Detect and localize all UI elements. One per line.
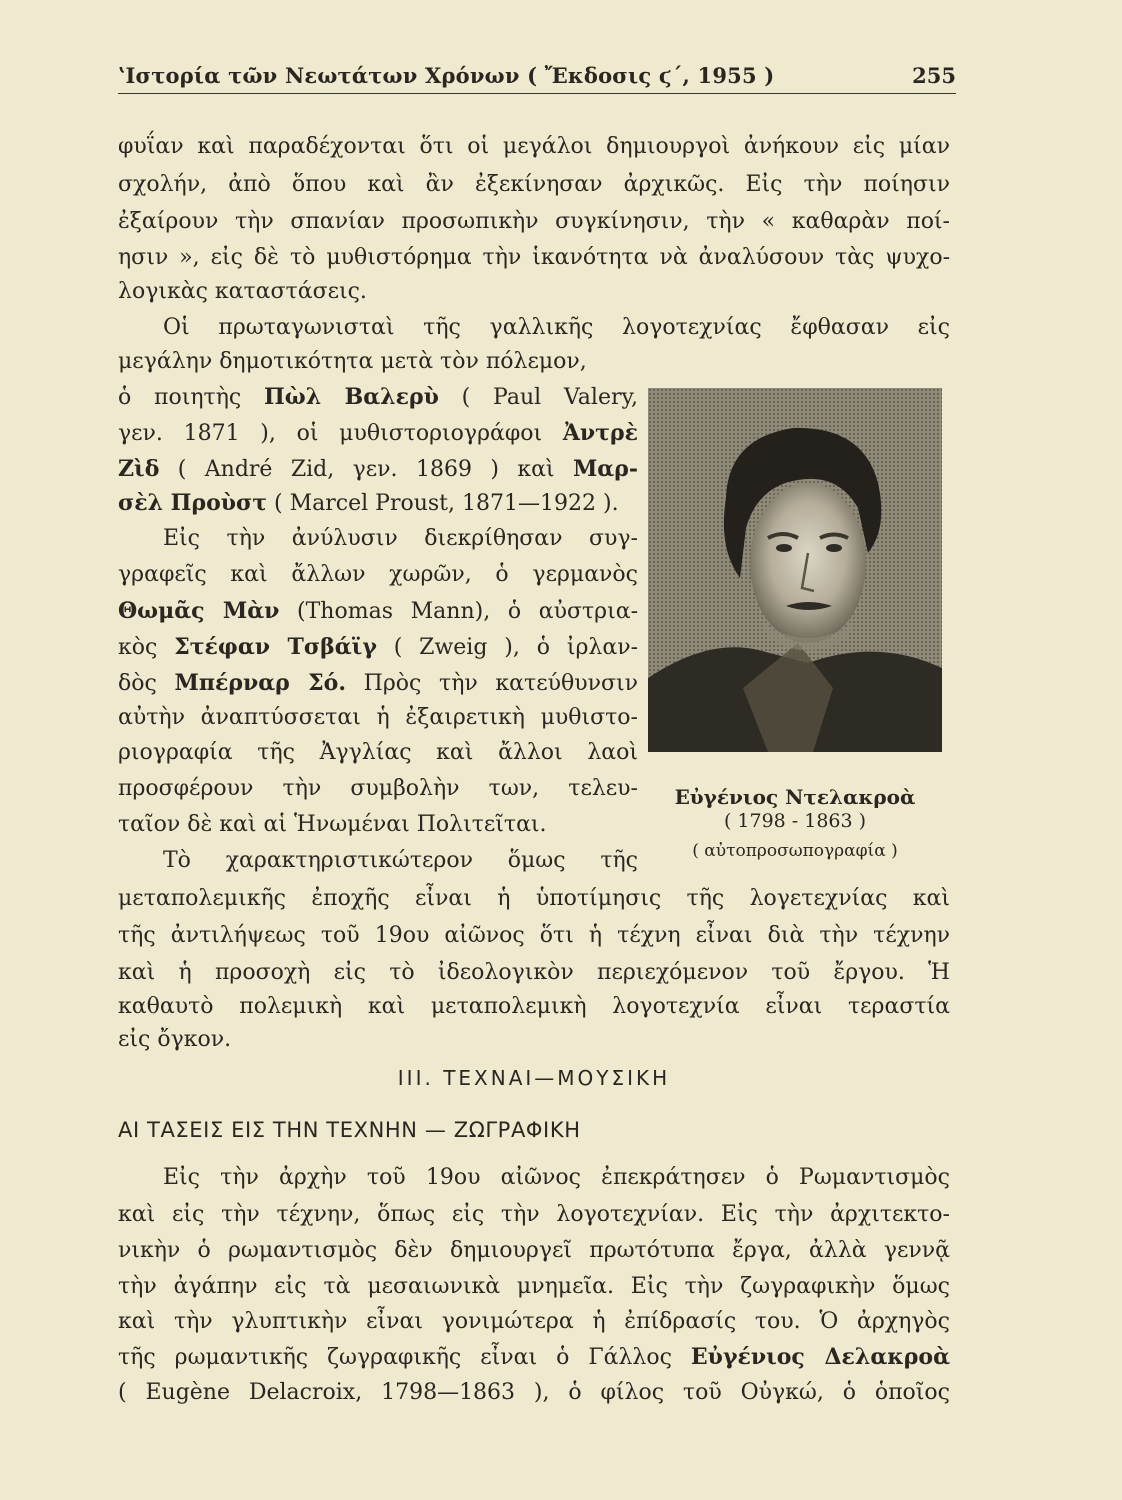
- text-line: καὶ ἡ προσοχὴ εἰς τὸ ἰδεολογικὸν περιεχόμενον τοῦ ἔργου. Ἡ: [118, 960, 950, 985]
- text-line: τῆς ρωμαντικῆς ζωγραφικῆς εἶναι ὁ Γάλλος Εὐγένιος Δελακροὰ: [118, 1344, 951, 1370]
- text-line: ριογραφία τῆς Ἀγγλίας καὶ ἄλλοι λαοὶ: [118, 740, 638, 765]
- text-line: προσφέρουν τὴν συμβολὴν των, τελευ-: [118, 776, 638, 801]
- text-line: γραφεῖς καὶ ἄλλων χωρῶν, ὁ γερμανὸς: [118, 562, 638, 587]
- text-line: Ζὶδ ( André Zid, γεν. 1869 ) καὶ Μαρ-: [118, 456, 638, 482]
- text-line: Εἰς τὴν ἀρχὴν τοῦ 19ου αἰῶνος ἐπεκράτησεν ὁ Ρωμαντισμὸς: [163, 1165, 950, 1190]
- figure-caption-dates: ( 1798 - 1863 ): [723, 810, 867, 832]
- text-line: καθαυτὸ πολεμικὴ καὶ μεταπολεμικὴ λογοτεχνία εἶναι τεραστία: [118, 994, 950, 1019]
- text-line: δὸς Μπέρναρ Σό. Πρὸς τὴν κατεύθυνσιν: [118, 670, 638, 696]
- text-line: γεν. 1871 ), οἱ μυθιστοριογράφοι Ἀντρὲ: [118, 420, 638, 446]
- text-line: ὁ ποιητὴς Πὼλ Βαλερὺ ( Paul Valery,: [118, 384, 638, 410]
- text-line: ταῖον δὲ καὶ αἱ Ἡνωμέναι Πολιτεῖται.: [118, 812, 547, 837]
- text-line: τὴν ἀγάπην εἰς τὰ μεσαιωνικὰ μνημεῖα. Εἰς τὴν ζωγραφικὴν ὅμως: [118, 1274, 950, 1299]
- name-zid: Ζὶδ: [118, 456, 160, 482]
- name-zid: Ἀντρὲ: [562, 420, 638, 446]
- name-shaw: Μπέρναρ Σό.: [174, 670, 346, 696]
- text-line: καὶ τὴν γλυπτικὴν εἶναι γονιμώτερα ἡ ἐπίδρασίς του. Ὁ ἀρχηγὸς: [118, 1309, 950, 1334]
- name-mann: Θωμᾶς Μὰν: [118, 598, 280, 624]
- text-line: ἐξαίρουν τὴν σπανίαν προσωπικὴν συγκίνησιν, τὴν « καθαρὰν ποί-: [118, 209, 950, 234]
- text-line: καὶ εἰς τὴν τέχνην, ὅπως εἰς τὴν λογοτεχνίαν. Εἰς τὴν ἀρχιτεκτο-: [118, 1202, 950, 1227]
- portrait-image: [648, 388, 942, 752]
- header-title: ʽΙστορία τῶν Νεωτάτων Χρόνων ( Ἔκδοσις ϛ΄, 1955 ): [118, 63, 775, 88]
- name-valery: Πὼλ Βαλερὺ: [264, 384, 439, 410]
- text-line: Τὸ χαρακτηριστικώτερον ὅμως τῆς: [163, 848, 638, 873]
- text-line: σὲλ Προὺστ ( Marcel Proust, 1871—1922 ).: [118, 490, 619, 516]
- figure-caption-name: Εὐγένιος Ντελακροὰ: [674, 785, 916, 809]
- text-line: ησιν », εἰς δὲ τὸ μυθιστόρημα τὴν ἱκανότητα νὰ ἀναλύσουν τὰς ψυχο-: [118, 245, 950, 270]
- figure-caption-note: ( αὐτοπροσωπογραφία ): [692, 841, 898, 861]
- text-line: λογικὰς καταστάσεις.: [118, 279, 367, 304]
- text-line: Οἱ πρωταγωνισταὶ τῆς γαλλικῆς λογοτεχνίας ἔφθασαν εἰς: [163, 315, 950, 340]
- text-line: ( Eugène Delacroix, 1798—1863 ), ὁ φίλος τοῦ Οὐγκώ, ὁ ὁποῖος: [118, 1380, 950, 1405]
- text-line: εἰς ὄγκον.: [118, 1027, 232, 1052]
- subsection-heading: ΑΙ ΤΑΣΕΙΣ ΕΙΣ ΤΗΝ ΤΕΧΝΗΝ — ΖΩΓΡΑΦΙΚΗ: [118, 1118, 581, 1142]
- name-zweig: Στέφαν Τσβάϊγ: [174, 634, 377, 660]
- header-rule: [118, 93, 956, 94]
- text-line: αὐτὴν ἀναπτύσσεται ἡ ἐξαιρετικὴ μυθιστο-: [118, 705, 638, 730]
- text-line: τῆς ἀντιλήψεως τοῦ 19ου αἰῶνος ὅτι ἡ τέχνη εἶναι διὰ τὴν τέχνην: [118, 923, 950, 948]
- name-proust: σὲλ Προὺστ: [118, 490, 268, 516]
- section-heading: ΙΙΙ. ΤΕΧΝΑΙ—ΜΟΥΣΙΚΗ: [397, 1066, 671, 1090]
- text-line: σχολήν, ἀπὸ ὅπου καὶ ἂν ἐξεκίνησαν ἀρχικῶς. Εἰς τὴν ποίησιν: [118, 172, 950, 197]
- text-line: Θωμᾶς Μὰν (Thomas Mann), ὁ αὐστρια-: [118, 598, 639, 624]
- text-line: Εἰς τὴν ἀνύλυσιν διεκρίθησαν συγ-: [163, 526, 638, 551]
- page-number: 255: [912, 63, 956, 88]
- name-delacroix: Εὐγένιος Δελακροὰ: [690, 1344, 951, 1370]
- text-line: μεταπολεμικῆς ἐποχῆς εἶναι ἡ ὑποτίμησις τῆς λογετεχνίας καὶ: [118, 886, 950, 911]
- name-proust: Μαρ-: [572, 456, 638, 482]
- text-line: μεγάλην δημοτικότητα μετὰ τὸν πόλεμον,: [118, 349, 587, 374]
- text-line: νικὴν ὁ ρωμαντισμὸς δὲν δημιουργεῖ πρωτότυπα ἔργα, ἀλλὰ γεννᾷ: [118, 1238, 950, 1263]
- text-line: φυΐαν καὶ παραδέχονται ὅτι οἱ μεγάλοι δημιουργοὶ ἀνήκουν εἰς μίαν: [118, 134, 950, 159]
- text-line: κὸς Στέφαν Τσβάϊγ ( Zweig ), ὁ ἰρλαν-: [118, 634, 639, 660]
- running-header: [118, 60, 956, 94]
